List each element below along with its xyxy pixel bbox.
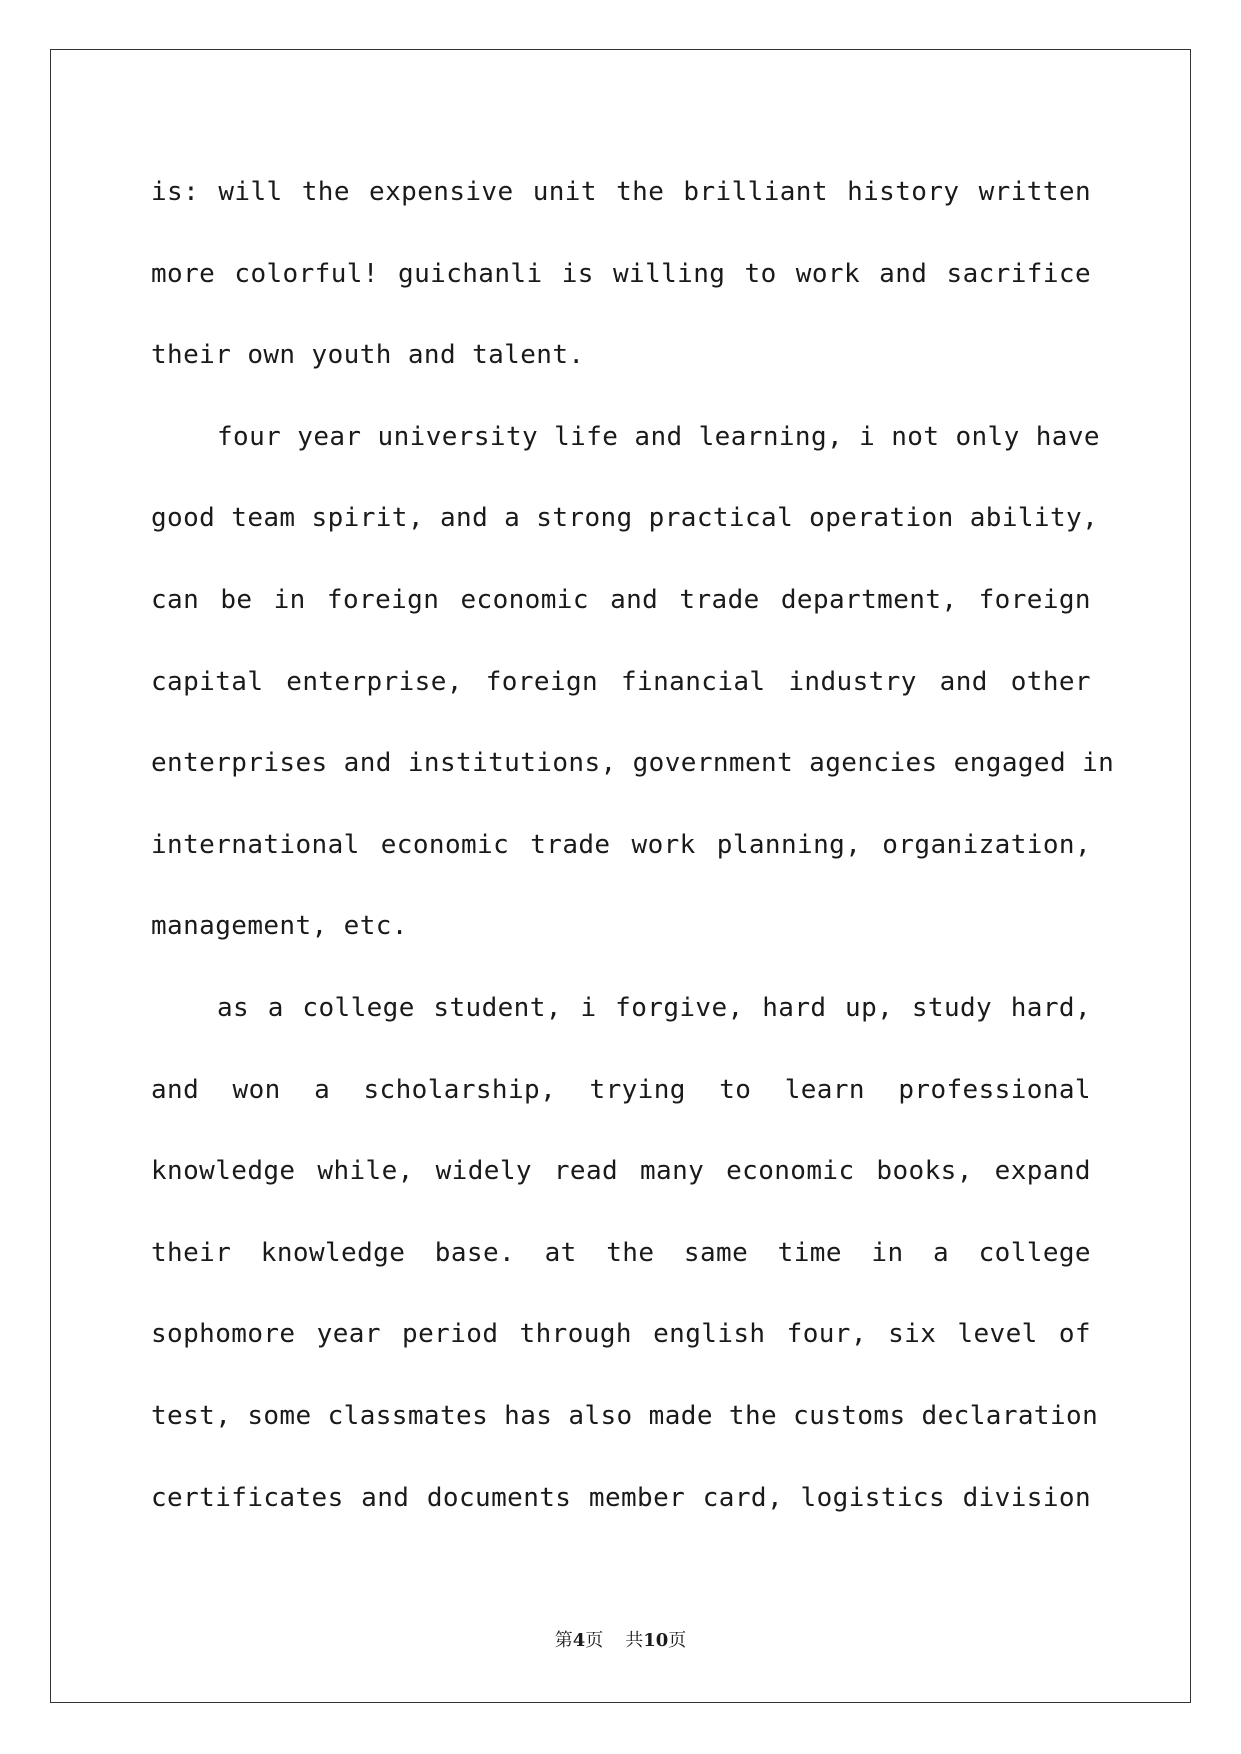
text-line: good team spirit, and a strong practical operation ability, (151, 503, 1099, 534)
text-line: as a college student, i forgive, hard up, study hard, (217, 992, 1091, 1023)
text-line: more colorful! guichanli is willing to work and sacrifice (151, 258, 1091, 289)
text-line: their own youth and talent. (151, 340, 585, 371)
text-line: certificates and documents member card, logistics division (151, 1482, 1091, 1513)
text-line: international economic trade work planning, organization, (151, 829, 1091, 860)
page-number: 4 (572, 1630, 586, 1651)
text-line: sophomore year period through english four, six level of (151, 1319, 1091, 1350)
text-line: can be in foreign economic and trade department, foreign (151, 584, 1091, 615)
document-body (151, 152, 1115, 1539)
text-line: test, some classmates has also made the customs declaration (151, 1400, 1099, 1431)
total-pages: 10 (643, 1630, 669, 1651)
page-suffix: 页 (585, 1630, 604, 1651)
text-line: is: will the expensive unit the brilliant history written (151, 177, 1091, 207)
page-prefix: 第 (554, 1630, 573, 1651)
total-suffix: 页 (668, 1630, 687, 1651)
text-line: and won a scholarship, trying to learn professional (151, 1074, 1091, 1105)
text-line: capital enterprise, foreign financial industry and other (151, 666, 1091, 697)
text-line: four year university life and learning, i not only have (217, 421, 1100, 452)
text-line: knowledge while, widely read many economic books, expand (151, 1156, 1091, 1187)
page-footer (0, 1626, 1241, 1652)
text-line: enterprises and institutions, government agencies engaged in (151, 748, 1115, 779)
text-line: their knowledge base. at the same time in a college (151, 1237, 1091, 1268)
text-line: management, etc. (151, 911, 408, 942)
total-prefix: 共 (625, 1630, 644, 1651)
